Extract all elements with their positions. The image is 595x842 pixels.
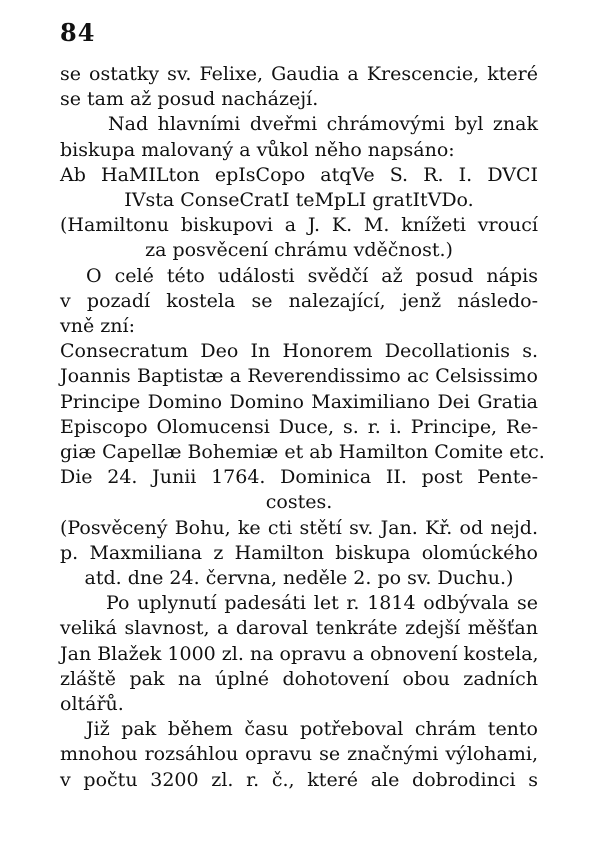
text-line: za posvěcení chrámu vděčnost.) bbox=[145, 239, 453, 262]
text-line: oltářů. bbox=[60, 693, 124, 716]
inscription-line: giæ Capellæ Bohemiæ et ab Hamilton Comite etc. bbox=[60, 441, 545, 464]
text-line: vně zní: bbox=[60, 315, 135, 338]
inscription-line: costes. bbox=[265, 491, 333, 514]
text-line: se tam až posud nacházejí. bbox=[60, 88, 319, 111]
inscription-line: Principe Domino Domino Maximiliano Dei Gratia bbox=[60, 390, 538, 413]
inscription-line: IVsta ConseCratI teMpLI gratItVDo. bbox=[124, 189, 474, 212]
translation-line: p. Maxmiliana z Hamilton biskupa olomúckého bbox=[60, 541, 538, 564]
text-line: Po uplynutí padesáti let r. 1814 odbývala se bbox=[106, 592, 538, 615]
page-number: 84 bbox=[60, 18, 96, 47]
text-line: veliká slavnost, a daroval tenkráte zdejší měšťan bbox=[60, 617, 538, 640]
inscription-line: Die 24. Junii 1764. Dominica II. post Pente- bbox=[60, 466, 538, 489]
inscription-line: Ab HaMILton epIsCopo atqVe S. R. I. DVCI bbox=[60, 163, 538, 186]
text-line: zláště pak na úplné dohotovení obou zadních bbox=[60, 667, 538, 690]
text-line: Již pak během času potřeboval chrám tento bbox=[86, 718, 538, 741]
inscription-line: Consecratum Deo In Honorem Decollationis s. bbox=[60, 340, 538, 363]
translation-line: atd. dne 24. června, neděle 2. po sv. Duchu.) bbox=[84, 567, 514, 590]
translation-line: (Posvěcený Bohu, ke cti stětí sv. Jan. Kř. od nejd. bbox=[60, 516, 538, 539]
text-line: mnohou rozsáhlou opravu se značnými výlohami, bbox=[60, 743, 538, 766]
text-line: se ostatky sv. Felixe, Gaudia a Krescencie, které bbox=[60, 63, 538, 85]
page-text bbox=[60, 62, 545, 793]
text-line: O celé této události svědčí až posud nápis bbox=[86, 264, 538, 287]
text-line: (Hamiltonu biskupovi a J. K. M. knížeti vroucí bbox=[60, 214, 538, 237]
text-line: Nad hlavními dveřmi chrámovými byl znak bbox=[108, 113, 538, 136]
text-line: v pozadí kostela se nalezající, jenž následo- bbox=[60, 289, 538, 312]
text-line: Jan Blažek 1000 zl. na opravu a obnovení kostela, bbox=[60, 642, 539, 665]
inscription-line: Episcopo Olomucensi Duce, s. r. i. Principe, Re- bbox=[60, 415, 538, 438]
text-line: v počtu 3200 zl. r. č., které ale dobrodinci s bbox=[60, 768, 538, 791]
text-line: biskupa malovaný a vůkol něho napsáno: bbox=[60, 138, 455, 161]
inscription-line: Joannis Baptistæ a Reverendissimo ac Celsissimo bbox=[60, 365, 538, 388]
